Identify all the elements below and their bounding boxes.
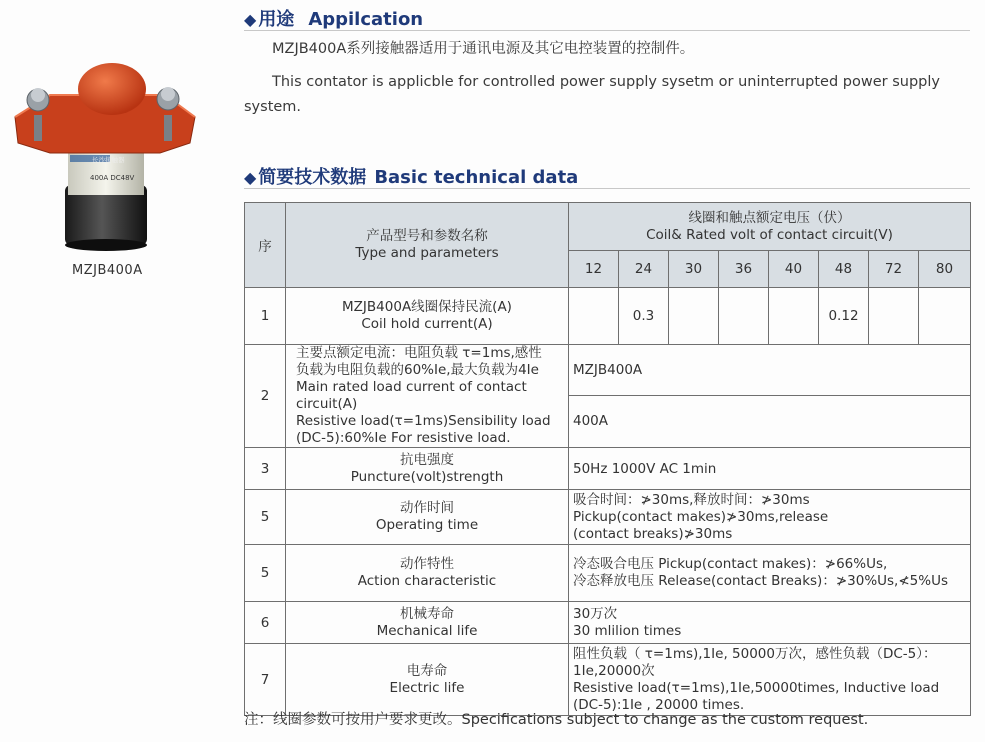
value-line: Pickup(contact makes)≯30ms,release	[573, 508, 829, 525]
header-voltage	[569, 203, 971, 251]
param-en: Operating time	[375, 517, 479, 533]
param-en: Coil hold current(A)	[361, 316, 493, 332]
header-no: 序	[245, 203, 286, 288]
section-heading-technical	[244, 163, 578, 189]
contactor-photo	[10, 55, 200, 255]
param-en: Puncture(volt)strength	[350, 468, 504, 485]
row-param	[286, 345, 569, 448]
value-line: 冷态释放电压 Release(contact Breaks)：≯30%Us,≮5%Us	[573, 573, 948, 589]
diamond-bullet-icon: ◆	[244, 168, 257, 187]
voltage-cell: 36	[719, 251, 769, 288]
param-cn: 动作特性	[400, 556, 454, 572]
value-cell	[569, 545, 971, 602]
heading-cn: 简要技术数据	[258, 167, 367, 188]
value-cell: 400A	[569, 395, 971, 447]
value-line: Resistive load(τ=1ms),1Ie,50000times, Inductive load	[573, 679, 940, 696]
param-cn: 动作时间	[400, 500, 454, 516]
row-no: 5	[245, 545, 286, 602]
row-no: 5	[245, 490, 286, 545]
diamond-bullet-icon: ◆	[244, 10, 257, 29]
table-row	[245, 448, 971, 490]
param-en: Action characteristic	[357, 573, 497, 589]
svg-text:长沙接触器: 长沙接触器	[92, 156, 125, 164]
row-param	[286, 288, 569, 345]
row-param	[286, 490, 569, 545]
value-cell	[569, 602, 971, 644]
param-en: Mechanical life	[376, 622, 478, 639]
row-param	[286, 545, 569, 602]
voltage-cell: 24	[619, 251, 669, 288]
heading-en: Basic technical data	[374, 167, 579, 188]
heading-cn: 用途	[258, 9, 295, 30]
param-cn: MZJB400A线圈保持民流(A)	[342, 299, 512, 315]
value-cell	[769, 288, 819, 345]
value-cell	[869, 288, 919, 345]
table-row	[245, 345, 971, 396]
application-text-cn: MZJB400A系列接触器适用于通讯电源及其它电控装置的控制件。	[272, 41, 695, 57]
value-line: 30万次	[573, 605, 618, 622]
param-cn: 抗电强度	[400, 451, 454, 468]
param-line: (DC-5):60%Ie For resistive load.	[296, 430, 511, 446]
table-row	[245, 490, 971, 545]
value-cell	[919, 288, 971, 345]
technical-data-table	[244, 202, 971, 716]
param-cn: 电寿命	[406, 662, 448, 679]
row-no: 7	[245, 644, 286, 716]
divider	[244, 30, 970, 31]
param-line: 主要点额定电流：电阻负载 τ=1ms,感性	[296, 345, 542, 361]
divider	[244, 188, 970, 189]
section-heading-application	[244, 5, 423, 31]
heading-en: Appilcation	[308, 9, 424, 30]
voltage-cell: 48	[819, 251, 869, 288]
row-no: 1	[245, 288, 286, 345]
table-row	[245, 644, 971, 716]
row-param	[286, 602, 569, 644]
param-line: Resistive load(τ=1ms)Sensibility load	[296, 413, 551, 429]
voltage-cell: 40	[769, 251, 819, 288]
value-line: 1Ie,20000次	[573, 662, 655, 679]
row-no: 2	[245, 345, 286, 448]
value-cell	[669, 288, 719, 345]
row-param	[286, 644, 569, 716]
value-line: 吸合时间：≯30ms,释放时间：≯30ms	[573, 491, 810, 508]
header-param-en: Type and parameters	[355, 245, 499, 261]
product-caption: MZJB400A	[72, 263, 143, 278]
footnote: 注：线圈参数可按用户要求更改。Specifications subject to change as the custom request.	[244, 712, 869, 728]
table-row	[245, 545, 971, 602]
param-line: Main rated load current of contact circuit(A)	[296, 379, 527, 412]
voltage-cell: 30	[669, 251, 719, 288]
value-cell: 0.12	[819, 288, 869, 345]
value-cell: 50Hz 1000V AC 1min	[569, 448, 971, 490]
row-no: 3	[245, 448, 286, 490]
value-cell: 0.3	[619, 288, 669, 345]
value-line: (DC-5):1Ie , 20000 times.	[573, 696, 745, 713]
value-line: (contact breaks)≯30ms	[573, 525, 733, 542]
value-cell	[569, 644, 971, 716]
svg-text:400A DC48V: 400A DC48V	[90, 174, 135, 182]
row-param	[286, 448, 569, 490]
value-line: 30 mlilion times	[573, 622, 682, 639]
value-line: 阻性负载（ τ=1ms),1Ie, 50000万次，感性负载（DC-5）：	[573, 645, 937, 662]
table-header-row	[245, 203, 971, 251]
value-cell: MZJB400A	[569, 345, 971, 396]
table-row	[245, 602, 971, 644]
param-line: 负载为电阻负载的60%Ie,最大负载为4Ie	[296, 362, 539, 378]
voltage-cell: 12	[569, 251, 619, 288]
param-en: Electric life	[389, 679, 465, 696]
header-volt-cn: 线圈和触点额定电压（伏）	[688, 209, 851, 226]
header-param-cn: 产品型号和参数名称	[366, 228, 488, 244]
param-cn: 机械寿命	[400, 605, 454, 622]
row-no: 6	[245, 602, 286, 644]
value-cell	[569, 490, 971, 545]
table-row	[245, 288, 971, 345]
application-text-en: This contator is applicble for controlled power supply sysetm or uninterrupted power supply system.	[244, 74, 940, 115]
value-line: 冷态吸合电压 Pickup(contact makes)：≯66%Us,	[573, 556, 888, 572]
header-volt-en: Coil& Rated volt of contact circuit(V)	[646, 226, 893, 243]
value-cell	[719, 288, 769, 345]
header-param	[286, 203, 569, 288]
voltage-cell: 80	[919, 251, 971, 288]
value-cell	[569, 288, 619, 345]
voltage-cell: 72	[869, 251, 919, 288]
